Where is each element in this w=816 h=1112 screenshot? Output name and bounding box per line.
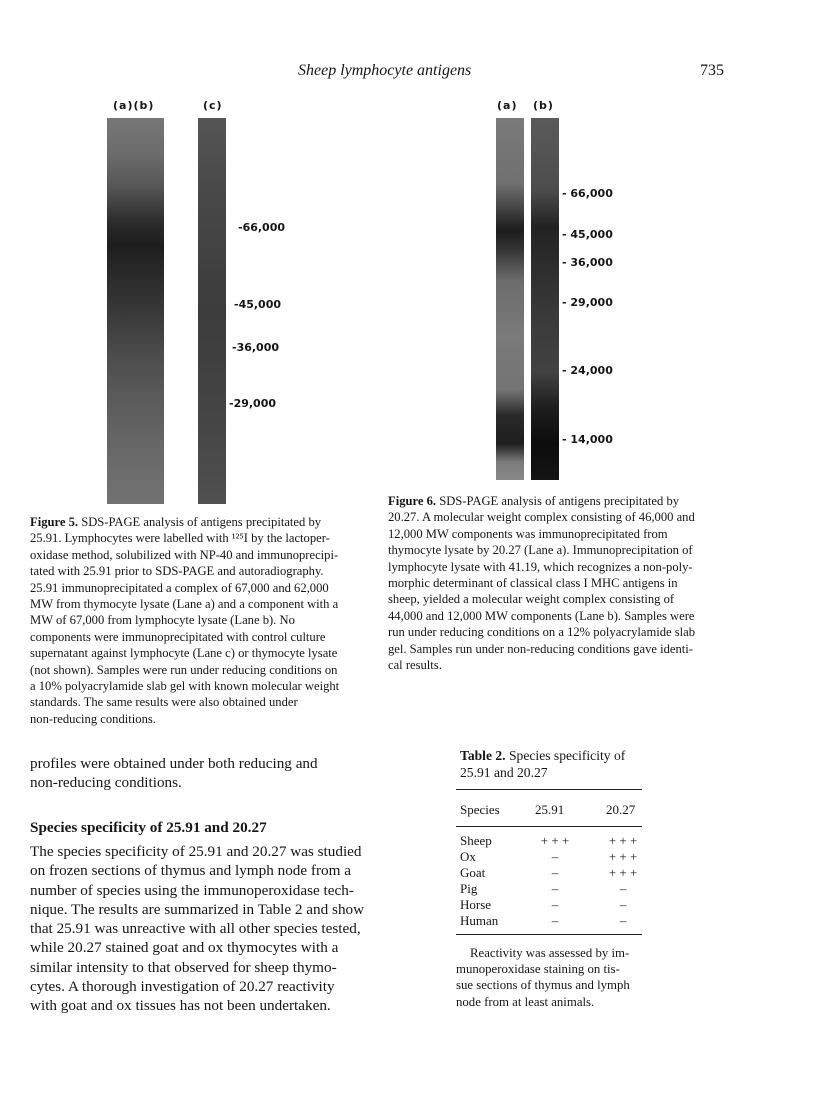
mw-marker-29000: - 29,000	[562, 296, 613, 309]
caption-line: MW from thymocyte lysate (Lane a) and a component with a	[30, 597, 339, 612]
table-cell: + + +	[608, 849, 638, 864]
body-line: number of species using the immunoperoxidase tech-	[30, 881, 354, 899]
table-cell: + + +	[608, 833, 638, 848]
figure-5-caption	[30, 514, 362, 727]
body-continuation	[30, 754, 370, 793]
caption-line: non-reducing conditions.	[30, 711, 156, 726]
caption-line: 25.91 immunoprecipitated a complex of 67,000 and 62,000	[30, 580, 329, 595]
table-cell: Sheep	[460, 833, 492, 848]
table-2-caption	[460, 747, 660, 781]
body-paragraph	[30, 842, 375, 1016]
caption-line: MW of 67,000 from lymphocyte lysate (Lane b). No	[30, 613, 295, 628]
mw-marker-36000: - 36,000	[562, 256, 613, 269]
table-cell: + + +	[540, 833, 570, 848]
caption-line: SDS-PAGE analysis of antigens precipitated by	[81, 515, 322, 529]
table-bottom-rule	[456, 934, 642, 935]
caption-line: run under reducing conditions on a 12% polyacrylamide slab	[388, 625, 696, 640]
body-line: nique. The results are summarized in Table 2 and show	[30, 900, 365, 918]
column-header: Species	[460, 802, 500, 817]
table-cell: –	[551, 913, 559, 928]
column-header: 20.27	[606, 802, 636, 817]
mw-marker-29000: -29,000	[229, 397, 277, 410]
body-line: similar intensity to that observed for sheep thymo-	[30, 958, 337, 976]
footnote-line: node from at least animals.	[456, 994, 595, 1009]
body-line: non-reducing conditions.	[30, 774, 182, 792]
caption-line: 12,000 MW components was immunoprecipitated from	[388, 526, 668, 541]
body-line: on frozen sections of thymus and lymph node from a	[30, 862, 351, 880]
gel-lane-a	[496, 118, 524, 480]
caption-line: gel. Samples run under non-reducing conditions gave identi-	[388, 641, 693, 656]
table-cell: Human	[460, 913, 499, 928]
table-cell: Goat	[460, 865, 486, 880]
table-caption-line: 25.91 and 20.27	[460, 765, 548, 780]
table-cell: –	[619, 913, 627, 928]
caption-line: a 10% polyacrylamide slab gel with known molecular weight	[30, 679, 340, 694]
caption-line: 44,000 and 12,000 MW components (Lane b). Samples were	[388, 608, 695, 623]
caption-line: 25.91. Lymphocytes were labelled with ¹²⁵I by the lactoper-	[30, 531, 330, 546]
table-2-label: Table 2.	[460, 748, 506, 763]
caption-line: thymocyte lysate by 20.27 (Lane a). Immunoprecipitation of	[388, 543, 693, 558]
caption-line: SDS-PAGE analysis of antigens precipitated by	[439, 494, 680, 508]
lane-label-ab: (a)(b)	[113, 99, 155, 112]
figure-6-label: Figure 6.	[388, 494, 437, 508]
mw-marker-14000: - 14,000	[562, 433, 613, 446]
running-header-title: Sheep lymphocyte antigens	[298, 62, 472, 79]
lane-label-b: (b)	[533, 99, 554, 112]
body-line: profiles were obtained under both reducing and	[30, 755, 318, 772]
table-footnote	[456, 945, 646, 1010]
footnote-line: Reactivity was assessed by im-	[470, 946, 630, 960]
footnote-line: munoperoxidase staining on tis-	[456, 962, 620, 977]
mw-marker-45000: -45,000	[234, 298, 282, 311]
figure-5-label: Figure 5.	[30, 515, 79, 529]
table-cell: –	[551, 897, 559, 912]
caption-line: 20.27. A molecular weight complex consisting of 46,000 and	[388, 510, 695, 525]
table-cell: –	[619, 897, 627, 912]
footnote-line: sue sections of thymus and lymph	[456, 978, 630, 993]
caption-line: (not shown). Samples were run under reducing conditions on	[30, 662, 338, 677]
table-cell: Horse	[460, 897, 492, 912]
body-line: cytes. A thorough investigation of 20.27 reactivity	[30, 978, 335, 996]
caption-line: components were immunoprecipitated with control culture	[30, 629, 326, 644]
body-line: while 20.27 stained goat and ox thymocytes with a	[30, 939, 339, 957]
page-number: 735	[700, 62, 724, 79]
table-cell: –	[619, 881, 627, 896]
column-header: 25.91	[535, 802, 565, 817]
mw-marker-36000: -36,000	[232, 341, 280, 354]
gel-lane-b	[531, 118, 559, 480]
table-cell: Pig	[460, 881, 478, 896]
lane-label-a: (a)	[497, 99, 518, 112]
body-line: with goat and ox tissues has not been undertaken.	[30, 997, 331, 1015]
table-cell: –	[551, 849, 559, 864]
lane-label-c: (c)	[203, 99, 223, 112]
body-line: The species specificity of 25.91 and 20.27 was studied	[30, 843, 362, 860]
caption-line: morphic determinant of classical class I MHC antigens in	[388, 576, 678, 591]
caption-line: oxidase method, solubilized with NP-40 and immunoprecipi-	[30, 547, 339, 562]
caption-line: tated with 25.91 prior to SDS-PAGE and autoradiography.	[30, 564, 324, 579]
caption-line: supernatant against lymphocyte (Lane c) or thymocyte lysate	[30, 646, 338, 661]
mw-marker-24000: - 24,000	[562, 364, 613, 377]
gel-lane-ab	[107, 118, 164, 504]
table-cell: –	[551, 881, 559, 896]
caption-line: sheep, yielded a molecular weight complex consisting of	[388, 592, 675, 607]
table-header-rule	[456, 826, 642, 827]
table-caption-line: Species specificity of	[509, 748, 626, 763]
body-line: that 25.91 was unreactive with all other species tested,	[30, 920, 361, 938]
caption-line: standards. The same results were also obtained under	[30, 695, 298, 710]
table-cell: + + +	[608, 865, 638, 880]
caption-line: cal results.	[388, 658, 442, 673]
table-cell: –	[551, 865, 559, 880]
mw-marker-66000: - 66,000	[562, 187, 613, 200]
table-cell: Ox	[460, 849, 476, 864]
mw-marker-66000: -66,000	[238, 221, 286, 234]
mw-marker-45000: - 45,000	[562, 228, 613, 241]
caption-line: lymphocyte lysate with 41.19, which recognizes a non-poly-	[388, 559, 693, 574]
table-top-rule	[456, 789, 642, 790]
figure-6-caption	[388, 493, 722, 673]
section-heading: Species specificity of 25.91 and 20.27	[30, 819, 267, 836]
gel-lane-c	[198, 118, 226, 504]
